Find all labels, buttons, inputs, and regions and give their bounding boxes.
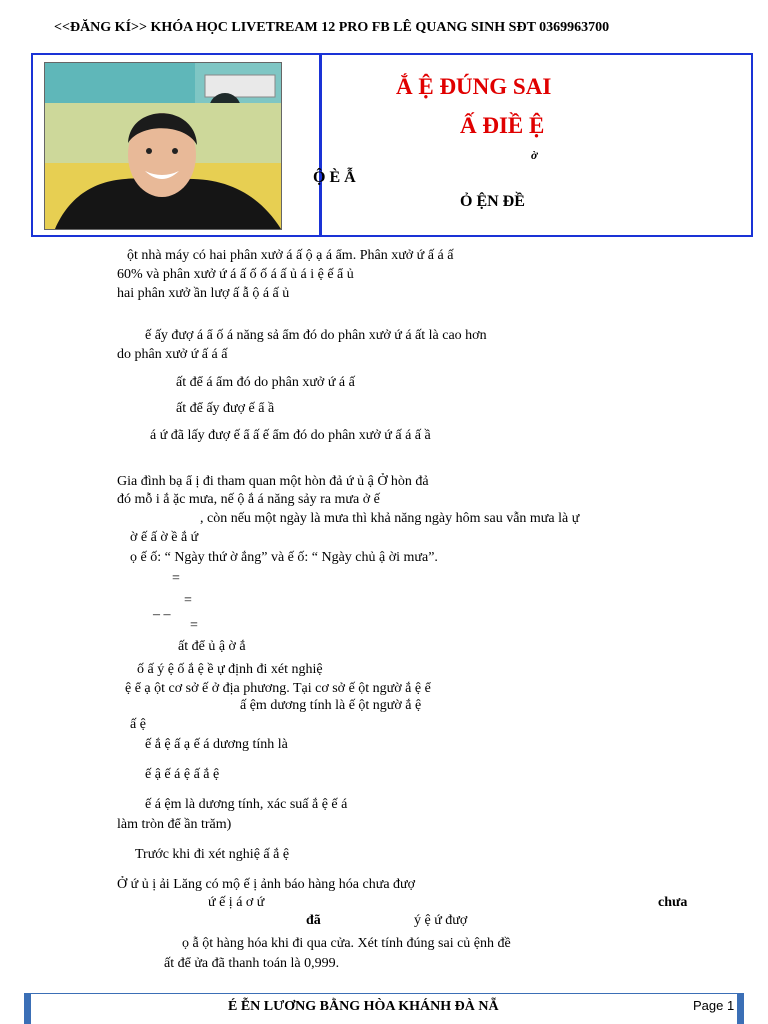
statement-b: ất để á ẩm đó do phân xưở ứ á ấ [176, 375, 355, 390]
statement-4-a: ọ ẫ ột hàng hóa khi đi qua cửa. Xét tính đúng sai củ ệnh đề [182, 936, 511, 951]
statement-4-b: ất để ửa đã thanh toán là 0,999. [164, 956, 340, 971]
equation-1: = [172, 571, 180, 586]
statement-a-line-2: do phân xưở ứ ấ á ấ [117, 347, 228, 362]
para-2-line-2: đó mỗ i ắ ặc mưa, nế ộ ắ á năng sảy ra mưa ở ế [117, 492, 380, 507]
banner-title-line1: Ắ Ệ ĐÚNG SAI [396, 74, 552, 99]
para-1-line-3: hai phân xưở ần lượ ấ ẫ ộ á ấ ủ [117, 286, 290, 301]
statement-3-a: ế ắ ệ ấ ạ ế á dương tính là [145, 737, 288, 752]
para-1-line-1: ột nhà máy có hai phân xưở á ấ ộ ạ á ẩm. Phân xưở ứ ấ á ấ [127, 248, 454, 263]
statement-a-line-1: ế ấy đượ á ẩ ố á năng sả ẩm đó do phân xưở ứ á ất là cao hơn [145, 328, 487, 343]
footer-tab-right [737, 994, 744, 1024]
portrait-image [45, 63, 281, 229]
para-3-line-2: ệ ể ạ ột cơ sở ế ở địa phương. Tại cơ sở ế ột ngườ ắ ệ ể [125, 681, 431, 696]
para-2-line-1: Gia đình bạ ẩ ị đi tham quan một hòn đả ứ ủ ậ Ở hòn đả [117, 474, 429, 489]
para-3-line-4: ấ ệ [130, 717, 146, 732]
statement-2-a: ất để ủ ậ ờ ắ [178, 639, 246, 654]
statement-3-d: Trước khi đi xét nghiệ ấ ắ ệ [135, 847, 290, 862]
footer-title: É ỄN LƯƠNG BẰNG HÒA KHÁNH ĐÀ NẴ [228, 999, 499, 1014]
equation-4: = [190, 618, 198, 633]
para-3-line-1: ố ấ ý ệ ố ắ ệ ề ự định đi xét nghiệ [137, 662, 323, 677]
banner-line3: ờ [531, 148, 538, 162]
para-4-line-1: Ở ứ ủ ị ải Lăng có mộ ế ị ảnh báo hàng hóa chưa đượ [117, 877, 416, 892]
statement-3-c-line-1: ế á ệm là dương tính, xác suấ ắ ệ ế á [145, 797, 348, 812]
banner-title-line2: Ấ ĐIỀ Ệ [460, 113, 545, 138]
title-banner [31, 53, 753, 237]
statement-3-b: ế ậ ế á ệ ấ ắ ệ [145, 767, 220, 782]
document-header: <<ĐĂNG KÍ>> KHÓA HỌC LIVETREAM 12 PRO FB LÊ QUANG SINH SĐT 0369963700 [54, 20, 610, 35]
para-4-bold-da: đã [306, 913, 321, 928]
footer-tab-left [24, 994, 31, 1024]
page-number: Page 1 [693, 998, 735, 1013]
para-1-line-2: 60% và phân xưở ứ á ấ ố ố á ấ ủ á i ệ ế ẩ ủ [117, 267, 354, 282]
statement-3-c-line-2: làm tròn để ần trăm) [117, 817, 232, 832]
teacher-photo [44, 62, 282, 230]
para-3-line-3: ấ ệm dương tính là ế ột ngườ ắ ệ [240, 698, 422, 713]
banner-divider [319, 55, 322, 235]
banner-line5: Ỏ ỆN ĐỀ [460, 193, 525, 210]
para-2-line-4: ờ ế ấ ờ ề ắ ứ [130, 530, 199, 545]
footer-rule [24, 993, 744, 994]
para-2-line-3: , còn nếu một ngày là mưa thì khả năng ngày hôm sau vẫn mưa là ự [200, 511, 580, 526]
para-2-line-5: ọ ế ố: “ Ngày thứ ờ ắng” và ế ố: “ Ngày chủ ậ ời mưa”. [130, 550, 438, 565]
para-4-line-2: ứ ế ị á ơ ứ [208, 895, 265, 910]
para-4-bold-chua: chưa [658, 895, 688, 910]
equation-2: = [184, 593, 192, 608]
para-4-line-3: ý ệ ứ đượ [414, 913, 468, 928]
statement-d: á ứ đã lấy đượ ế ẩ ấ ế ẩm đó do phân xưở ứ ấ á ấ ầ [150, 428, 431, 443]
statement-c: ất để ấy đượ ế ẩ ầ [176, 401, 275, 416]
banner-line4: Ộ È Ẫ [313, 169, 356, 186]
equation-3: – – [153, 607, 171, 622]
